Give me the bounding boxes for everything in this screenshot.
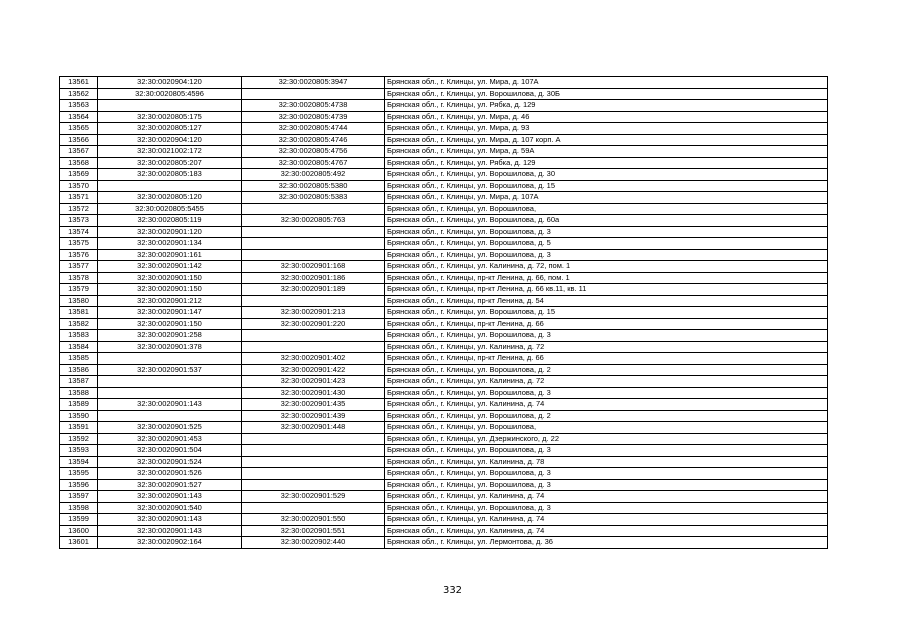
row-number-cell: 13585	[60, 353, 98, 365]
row-number-cell: 13566	[60, 134, 98, 146]
cadastral-number-cell	[242, 226, 385, 238]
address-cell: Брянская обл., г. Клинцы, ул. Калинина, д. 74	[385, 399, 828, 411]
previous-cadastral-number-cell: 32:30:0021002:172	[98, 146, 242, 158]
table-row	[60, 514, 828, 526]
table-row	[60, 295, 828, 307]
previous-cadastral-number-cell	[98, 353, 242, 365]
address-cell: Брянская обл., г. Клинцы, ул. Ворошилова, д. 15	[385, 307, 828, 319]
address-cell: Брянская обл., г. Клинцы, ул. Мира, д. 107А	[385, 192, 828, 204]
cadastral-number-cell	[242, 445, 385, 457]
table-row	[60, 134, 828, 146]
cadastral-table-body	[60, 77, 828, 549]
previous-cadastral-number-cell: 32:30:0020805:127	[98, 123, 242, 135]
page-number: 332	[442, 585, 463, 596]
table-row	[60, 238, 828, 250]
row-number-cell: 13573	[60, 215, 98, 227]
cadastral-number-cell	[242, 433, 385, 445]
address-cell: Брянская обл., г. Клинцы, ул. Дзержинского, д. 22	[385, 433, 828, 445]
row-number-cell: 13601	[60, 537, 98, 549]
row-number-cell: 13562	[60, 88, 98, 100]
previous-cadastral-number-cell: 32:30:0020901:540	[98, 502, 242, 514]
table-row	[60, 525, 828, 537]
previous-cadastral-number-cell: 32:30:0020901:504	[98, 445, 242, 457]
address-cell: Брянская обл., г. Клинцы, ул. Мира, д. 107А	[385, 77, 828, 89]
table-row	[60, 180, 828, 192]
cadastral-number-cell	[242, 249, 385, 261]
table-row	[60, 88, 828, 100]
cadastral-number-cell: 32:30:0020901:423	[242, 376, 385, 388]
cadastral-number-cell: 32:30:0020805:5380	[242, 180, 385, 192]
row-number-cell: 13564	[60, 111, 98, 123]
previous-cadastral-number-cell	[98, 376, 242, 388]
cadastral-number-cell	[242, 203, 385, 215]
table-row	[60, 215, 828, 227]
cadastral-number-cell	[242, 295, 385, 307]
address-cell: Брянская обл., г. Клинцы, ул. Ворошилова, д. 5	[385, 238, 828, 250]
previous-cadastral-number-cell: 32:30:0020901:525	[98, 422, 242, 434]
previous-cadastral-number-cell: 32:30:0020901:258	[98, 330, 242, 342]
cadastral-number-cell: 32:30:0020805:4756	[242, 146, 385, 158]
table-row	[60, 284, 828, 296]
cadastral-number-cell: 32:30:0020902:440	[242, 537, 385, 549]
row-number-cell: 13598	[60, 502, 98, 514]
table-row	[60, 422, 828, 434]
previous-cadastral-number-cell: 32:30:0020901:143	[98, 491, 242, 503]
cadastral-number-cell: 32:30:0020901:439	[242, 410, 385, 422]
address-cell: Брянская обл., г. Клинцы, ул. Ворошилова, д. 30Б	[385, 88, 828, 100]
address-cell: Брянская обл., г. Клинцы, ул. Ворошилова, д. 2	[385, 410, 828, 422]
cadastral-number-cell: 32:30:0020805:492	[242, 169, 385, 181]
previous-cadastral-number-cell	[98, 180, 242, 192]
previous-cadastral-number-cell: 32:30:0020901:527	[98, 479, 242, 491]
row-number-cell: 13576	[60, 249, 98, 261]
row-number-cell: 13582	[60, 318, 98, 330]
row-number-cell: 13597	[60, 491, 98, 503]
row-number-cell: 13569	[60, 169, 98, 181]
table-row	[60, 146, 828, 158]
cadastral-number-cell: 32:30:0020901:551	[242, 525, 385, 537]
address-cell: Брянская обл., г. Клинцы, ул. Калинина, д. 78	[385, 456, 828, 468]
previous-cadastral-number-cell: 32:30:0020901:143	[98, 514, 242, 526]
cadastral-number-cell: 32:30:0020901:186	[242, 272, 385, 284]
row-number-cell: 13567	[60, 146, 98, 158]
previous-cadastral-number-cell: 32:30:0020805:175	[98, 111, 242, 123]
address-cell: Брянская обл., г. Клинцы, ул. Калинина, д. 72	[385, 376, 828, 388]
row-number-cell: 13572	[60, 203, 98, 215]
row-number-cell: 13596	[60, 479, 98, 491]
previous-cadastral-number-cell: 32:30:0020901:526	[98, 468, 242, 480]
previous-cadastral-number-cell	[98, 100, 242, 112]
previous-cadastral-number-cell: 32:30:0020901:134	[98, 238, 242, 250]
row-number-cell: 13565	[60, 123, 98, 135]
table-row	[60, 433, 828, 445]
address-cell: Брянская обл., г. Клинцы, ул. Ворошилова,	[385, 422, 828, 434]
table-row	[60, 203, 828, 215]
row-number-cell: 13591	[60, 422, 98, 434]
table-row	[60, 77, 828, 89]
previous-cadastral-number-cell: 32:30:0020805:5455	[98, 203, 242, 215]
cadastral-number-cell	[242, 502, 385, 514]
previous-cadastral-number-cell: 32:30:0020901:150	[98, 284, 242, 296]
previous-cadastral-number-cell: 32:30:0020805:119	[98, 215, 242, 227]
cadastral-number-cell: 32:30:0020805:4744	[242, 123, 385, 135]
address-cell: Брянская обл., г. Клинцы, пр-кт Ленина, д. 66, пом. 1	[385, 272, 828, 284]
previous-cadastral-number-cell	[98, 387, 242, 399]
cadastral-number-cell	[242, 88, 385, 100]
table-row	[60, 307, 828, 319]
table-row	[60, 226, 828, 238]
address-cell: Брянская обл., г. Клинцы, ул. Рябка, д. 129	[385, 100, 828, 112]
cadastral-number-cell: 32:30:0020901:422	[242, 364, 385, 376]
row-number-cell: 13589	[60, 399, 98, 411]
address-cell: Брянская обл., г. Клинцы, ул. Ворошилова, д. 3	[385, 226, 828, 238]
previous-cadastral-number-cell: 32:30:0020901:537	[98, 364, 242, 376]
cadastral-number-cell	[242, 238, 385, 250]
cadastral-number-cell: 32:30:0020901:402	[242, 353, 385, 365]
row-number-cell: 13561	[60, 77, 98, 89]
address-cell: Брянская обл., г. Клинцы, ул. Калинина, д. 74	[385, 525, 828, 537]
table-row	[60, 192, 828, 204]
row-number-cell: 13594	[60, 456, 98, 468]
table-row	[60, 272, 828, 284]
table-row	[60, 318, 828, 330]
cadastral-number-cell: 32:30:0020805:4767	[242, 157, 385, 169]
previous-cadastral-number-cell: 32:30:0020901:147	[98, 307, 242, 319]
table-row	[60, 387, 828, 399]
address-cell: Брянская обл., г. Клинцы, пр-кт Ленина, д. 66 кв.11, кв. 11	[385, 284, 828, 296]
table-row	[60, 169, 828, 181]
previous-cadastral-number-cell: 32:30:0020901:378	[98, 341, 242, 353]
row-number-cell: 13583	[60, 330, 98, 342]
table-row	[60, 537, 828, 549]
previous-cadastral-number-cell: 32:30:0020901:524	[98, 456, 242, 468]
cadastral-table	[59, 76, 828, 549]
previous-cadastral-number-cell: 32:30:0020901:212	[98, 295, 242, 307]
previous-cadastral-number-cell: 32:30:0020904:120	[98, 77, 242, 89]
previous-cadastral-number-cell: 32:30:0020901:120	[98, 226, 242, 238]
table-row	[60, 445, 828, 457]
address-cell: Брянская обл., г. Клинцы, ул. Ворошилова, д. 3	[385, 468, 828, 480]
row-number-cell: 13586	[60, 364, 98, 376]
row-number-cell: 13571	[60, 192, 98, 204]
row-number-cell: 13592	[60, 433, 98, 445]
cadastral-number-cell: 32:30:0020901:189	[242, 284, 385, 296]
address-cell: Брянская обл., г. Клинцы, ул. Ворошилова, д. 30	[385, 169, 828, 181]
address-cell: Брянская обл., г. Клинцы, ул. Ворошилова, д. 15	[385, 180, 828, 192]
address-cell: Брянская обл., г. Клинцы, ул. Лермонтова, д. 36	[385, 537, 828, 549]
previous-cadastral-number-cell	[98, 410, 242, 422]
address-cell: Брянская обл., г. Клинцы, пр-кт Ленина, д. 66	[385, 353, 828, 365]
table-row	[60, 261, 828, 273]
address-cell: Брянская обл., г. Клинцы, ул. Ворошилова, д. 60а	[385, 215, 828, 227]
cadastral-number-cell	[242, 330, 385, 342]
row-number-cell: 13570	[60, 180, 98, 192]
cadastral-number-cell: 32:30:0020901:550	[242, 514, 385, 526]
cadastral-number-cell: 32:30:0020805:5383	[242, 192, 385, 204]
row-number-cell: 13600	[60, 525, 98, 537]
row-number-cell: 13574	[60, 226, 98, 238]
address-cell: Брянская обл., г. Клинцы, ул. Калинина, д. 72	[385, 341, 828, 353]
previous-cadastral-number-cell: 32:30:0020901:143	[98, 525, 242, 537]
row-number-cell: 13595	[60, 468, 98, 480]
row-number-cell: 13593	[60, 445, 98, 457]
table-row	[60, 410, 828, 422]
cadastral-number-cell: 32:30:0020805:4739	[242, 111, 385, 123]
cadastral-number-cell: 32:30:0020805:3947	[242, 77, 385, 89]
cadastral-number-cell	[242, 468, 385, 480]
address-cell: Брянская обл., г. Клинцы, ул. Ворошилова,	[385, 203, 828, 215]
row-number-cell: 13580	[60, 295, 98, 307]
previous-cadastral-number-cell: 32:30:0020901:150	[98, 272, 242, 284]
table-row	[60, 376, 828, 388]
table-row	[60, 330, 828, 342]
address-cell: Брянская обл., г. Клинцы, пр-кт Ленина, д. 54	[385, 295, 828, 307]
cadastral-number-cell	[242, 341, 385, 353]
cadastral-number-cell: 32:30:0020901:430	[242, 387, 385, 399]
address-cell: Брянская обл., г. Клинцы, ул. Мира, д. 93	[385, 123, 828, 135]
row-number-cell: 13581	[60, 307, 98, 319]
cadastral-number-cell: 32:30:0020901:220	[242, 318, 385, 330]
table-row	[60, 111, 828, 123]
address-cell: Брянская обл., г. Клинцы, ул. Ворошилова, д. 3	[385, 479, 828, 491]
table-row	[60, 491, 828, 503]
table-row	[60, 353, 828, 365]
cadastral-number-cell: 32:30:0020805:4746	[242, 134, 385, 146]
table-row	[60, 479, 828, 491]
cadastral-number-cell: 32:30:0020901:529	[242, 491, 385, 503]
cadastral-number-cell: 32:30:0020901:168	[242, 261, 385, 273]
row-number-cell: 13588	[60, 387, 98, 399]
address-cell: Брянская обл., г. Клинцы, ул. Рябка, д. 129	[385, 157, 828, 169]
row-number-cell: 13590	[60, 410, 98, 422]
previous-cadastral-number-cell: 32:30:0020805:120	[98, 192, 242, 204]
previous-cadastral-number-cell: 32:30:0020901:453	[98, 433, 242, 445]
address-cell: Брянская обл., г. Клинцы, ул. Калинина, д. 74	[385, 491, 828, 503]
row-number-cell: 13563	[60, 100, 98, 112]
address-cell: Брянская обл., г. Клинцы, ул. Калинина, д. 74	[385, 514, 828, 526]
cadastral-number-cell: 32:30:0020901:213	[242, 307, 385, 319]
table-row	[60, 399, 828, 411]
address-cell: Брянская обл., г. Клинцы, ул. Ворошилова, д. 3	[385, 330, 828, 342]
row-number-cell: 13599	[60, 514, 98, 526]
previous-cadastral-number-cell: 32:30:0020901:142	[98, 261, 242, 273]
previous-cadastral-number-cell: 32:30:0020901:143	[98, 399, 242, 411]
table-row	[60, 157, 828, 169]
row-number-cell: 13578	[60, 272, 98, 284]
table-row	[60, 456, 828, 468]
previous-cadastral-number-cell: 32:30:0020805:183	[98, 169, 242, 181]
table-row	[60, 123, 828, 135]
row-number-cell: 13587	[60, 376, 98, 388]
address-cell: Брянская обл., г. Клинцы, ул. Ворошилова, д. 3	[385, 445, 828, 457]
address-cell: Брянская обл., г. Клинцы, ул. Ворошилова, д. 3	[385, 387, 828, 399]
cadastral-number-cell: 32:30:0020805:763	[242, 215, 385, 227]
row-number-cell: 13568	[60, 157, 98, 169]
previous-cadastral-number-cell: 32:30:0020901:150	[98, 318, 242, 330]
row-number-cell: 13575	[60, 238, 98, 250]
previous-cadastral-number-cell: 32:30:0020904:120	[98, 134, 242, 146]
cadastral-number-cell: 32:30:0020901:435	[242, 399, 385, 411]
address-cell: Брянская обл., г. Клинцы, пр-кт Ленина, д. 66	[385, 318, 828, 330]
cadastral-number-cell	[242, 479, 385, 491]
table-row	[60, 468, 828, 480]
cadastral-number-cell: 32:30:0020805:4738	[242, 100, 385, 112]
address-cell: Брянская обл., г. Клинцы, ул. Мира, д. 46	[385, 111, 828, 123]
previous-cadastral-number-cell: 32:30:0020901:161	[98, 249, 242, 261]
address-cell: Брянская обл., г. Клинцы, ул. Калинина, д. 72, пом. 1	[385, 261, 828, 273]
address-cell: Брянская обл., г. Клинцы, ул. Ворошилова, д. 3	[385, 502, 828, 514]
table-row	[60, 100, 828, 112]
previous-cadastral-number-cell: 32:30:0020902:164	[98, 537, 242, 549]
row-number-cell: 13577	[60, 261, 98, 273]
row-number-cell: 13579	[60, 284, 98, 296]
table-row	[60, 364, 828, 376]
address-cell: Брянская обл., г. Клинцы, ул. Ворошилова, д. 2	[385, 364, 828, 376]
table-row	[60, 249, 828, 261]
previous-cadastral-number-cell: 32:30:0020805:207	[98, 157, 242, 169]
table-row	[60, 341, 828, 353]
cadastral-number-cell	[242, 456, 385, 468]
table-row	[60, 502, 828, 514]
address-cell: Брянская обл., г. Клинцы, ул. Мира, д. 59А	[385, 146, 828, 158]
previous-cadastral-number-cell: 32:30:0020805:4596	[98, 88, 242, 100]
address-cell: Брянская обл., г. Клинцы, ул. Мира, д. 107 корп. А	[385, 134, 828, 146]
address-cell: Брянская обл., г. Клинцы, ул. Ворошилова, д. 3	[385, 249, 828, 261]
row-number-cell: 13584	[60, 341, 98, 353]
cadastral-number-cell: 32:30:0020901:448	[242, 422, 385, 434]
